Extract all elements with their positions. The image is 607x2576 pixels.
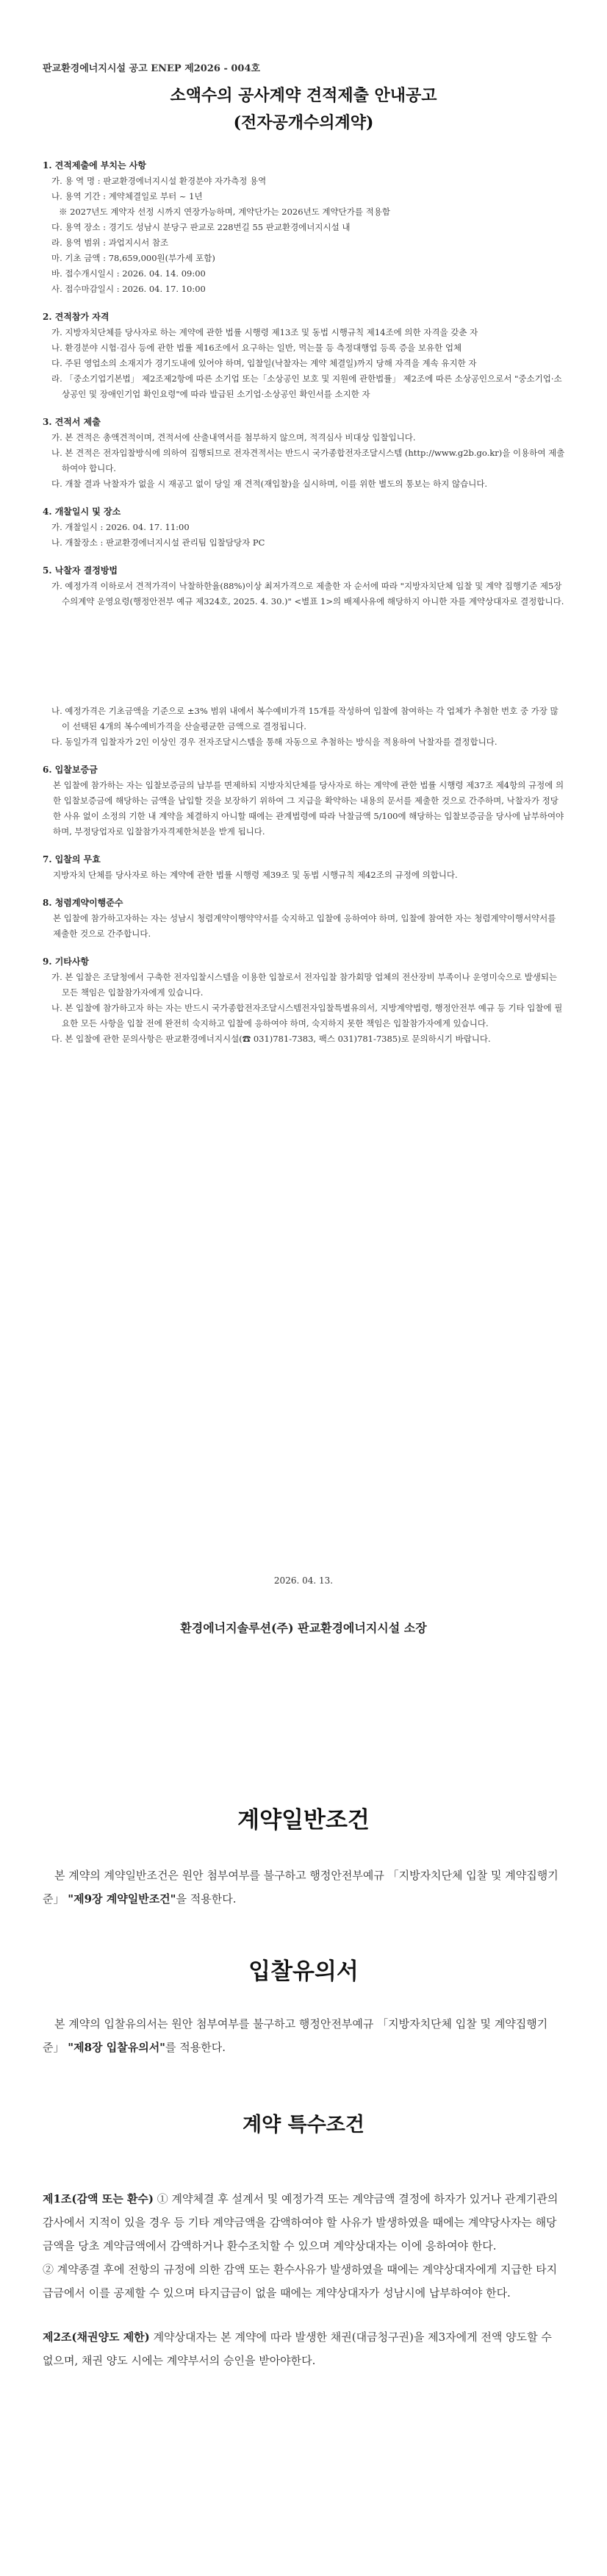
section-misc	[43, 954, 566, 1047]
list-item: 가. 용 역 명 : 판교환경에너지시설 환경분야 자가측정 용역	[51, 176, 267, 186]
paragraph: 본 입찰에 참가하고자하는 자는 성남시 청렴계약이행약약서를 숙지하고 입찰에 응하여야 하며, 입찰에 참여한 자는 청렴계약이행서약서를 제출한 것으로 간주합니다.	[53, 913, 556, 939]
article-text: ① 계약체결 후 설계서 및 예정가격 또는 계약금액 결정에 하자가 있거나 관계기관의 감사에서 지적이 있을 경우 등 기타 계약금액을 감액하여야 할 사유가 발생하였을 때에는 계약당사자는 해당금액을 당초 계약금액에서 감액하거나 환수조치할 수 있으며 계약상대자는 이에 응하여야 한다.	[43, 2192, 558, 2253]
list-item: 가. 본 견적은 총액견적이며, 견적서에 산출내역서를 첨부하지 않으며, 적격심사 비대상 입찰입니다.	[51, 432, 416, 443]
list-item: 나. 본 입찰에 참가하고자 하는 자는 반드시 국가종합전자조달시스템전자입찰특별유의서, 지방계약법령, 행정안전부 예규 등 기타 입찰에 필요한 모든 사항을 입찰 전에 완전히 숙지하고 입찰에 응하여야 하며, 숙지하지 못한 책임은 입찰참가자에게 있습니다.	[51, 1003, 563, 1028]
general-conditions-title: 계약일반조건	[237, 1807, 370, 1833]
list-item: 나. 예정가격은 기초금액을 기준으로 ±3% 범위 내에서 복수예비가격 15개를 작성하여 입찰에 참여하는 각 업체가 추첨한 번호 중 가장 많이 선택된 4개의 복수예비가격을 산술평균한 금액으로 결정됩니다.	[51, 706, 558, 731]
section-heading: 9. 기타사항	[43, 956, 90, 967]
section-bid-bond	[43, 762, 566, 840]
list-item: 가. 본 입찰은 조달청에서 구축한 전자입찰시스템을 이용한 입찰로서 전자입찰 참가회망 업체의 전산장비 부족이나 운영미숙으로 발생되는 모든 책임은 입찰참가자에게 있습니다.	[51, 972, 558, 998]
general-conditions-text	[43, 1864, 566, 1911]
issuer-name: 환경에너지솔루션(주) 판교환경에너지시설 소장	[180, 1621, 427, 1635]
list-item: 다. 주된 영업소의 소재지가 경기도내에 있어야 하며, 입찰일(낙찰자는 계약 체결일)까지 당해 자격을 계속 유지한 자	[51, 358, 477, 368]
document-number: 판교환경에너지시설 공고 ENEP 제2026 - 004호	[43, 63, 261, 74]
list-item: 다. 용역 장소 : 경기도 성남시 분당구 판교로 228번길 55 판교환경에너지시설 내	[51, 222, 351, 232]
list-item: 가. 지방자치단체를 당사자로 하는 계약에 관한 법률 시행령 제13조 및 동법 시행규칙 제14조에 의한 자격을 갖춘 자	[51, 327, 478, 337]
list-item: 사. 접수마감일시 : 2026. 04. 17. 10:00	[51, 284, 206, 294]
section-heading: 4. 개찰일시 및 장소	[43, 507, 121, 517]
list-item: 마. 기초 금액 : 78,659,000원(부가세 포함)	[51, 253, 215, 263]
article-label: 제2조(채권양도 제한)	[43, 2330, 150, 2344]
list-item: 나. 용역 기간 : 계약체결일로 부터 ~ 1년	[51, 191, 203, 201]
section-eligibility	[43, 310, 566, 402]
section-heading: 7. 입찰의 무효	[43, 854, 101, 865]
section-heading: 1. 견적제출에 부치는 사항	[43, 160, 146, 171]
special-conditions-body	[43, 2187, 566, 2372]
special-conditions-title: 계약 특수조건	[243, 2114, 364, 2136]
text-run: 를 적용한다.	[165, 2041, 226, 2054]
list-item: 나. 환경분야 시험·검사 등에 관한 법률 제16조에서 요구하는 일반, 먹는물 등 측정대행업 등록 증을 보유한 업체	[51, 343, 462, 353]
section-heading: 6. 입찰보증금	[43, 765, 98, 775]
list-item: 가. 개찰일시 : 2026. 04. 17. 11:00	[51, 522, 190, 532]
text-run: 을 적용한다.	[176, 1892, 237, 1906]
list-item: 다. 개찰 결과 낙찰자가 없을 시 재공고 없이 당일 재 견적(재입찰)을 실시하며, 이를 위한 별도의 통보는 하지 않습니다.	[51, 479, 488, 489]
bold-ref: "제9장 계약일반조건"	[68, 1892, 176, 1906]
article-text: ② 계약종결 후에 전항의 규정에 의한 감액 또는 환수사유가 발생하였을 때에는 계약상대자에게 지급한 타지급금에서 이를 공제할 수 있으며 타지급금이 없을 때에는 계약상대자가 성남시에 납부하여야 한다.	[43, 2263, 558, 2300]
note-item: ※ 2027년도 계약자 선정 시까지 연장가능하며, 계약단가는 2026년도 계약단가를 적용함	[59, 207, 390, 217]
list-item: 나. 개찰장소 : 판교환경에너지시설 관리팀 입찰담당자 PC	[51, 537, 265, 548]
list-item: 가. 예정가격 이하로서 견적가격이 낙찰하한율(88%)이상 최저가격으로 제출한 자 순서에 따라 "지방자치단체 입찰 및 계약 집행기준 제5장 수의계약 운영요령(행정안전부 예규 제324호, 2025. 4. 30.)" <별표 1>의 배제사유에 해당하지 아니한 자를 계약상대자로 결정합니다.	[51, 581, 564, 607]
list-item: 바. 접수개시일시 : 2026. 04. 14. 09:00	[51, 268, 206, 279]
notice-date: 2026. 04. 13.	[273, 1575, 334, 1586]
notice-body	[43, 158, 566, 1047]
list-item: 나. 본 견적은 전자입찰방식에 의하여 집행되므로 전자견적서는 반드시 국가종합전자조달시스템 (http://www.g2b.go.kr)을 이용하여 제출하여야 합니다.	[51, 448, 565, 473]
section-heading: 2. 견적참가 자격	[43, 312, 109, 322]
paragraph: 본 입찰에 참가하는 자는 입찰보증금의 납부를 면제하되 지방자치단체를 당사자로 하는 계약에 관한 법률 시행령 제37조 제4항의 규정에 의한 입찰보증금에 해당하는 금액을 납입할 것을 보장하기 위하여 그 지급을 확약하는 내용의 문서를 제출한 것으로 간주하며, 낙찰자가 정당한 사유 없이 소정의 기한 내 계약을 체결하지 아니할 때에는 관계법령에 따라 낙찰금액 5/100에 해당하는 입찰보증금을 당사에 납부하여야 하며, 부정당업자로 입찰참가자격제한처분을 받게 됩니다.	[53, 780, 564, 837]
section-integrity	[43, 895, 566, 942]
list-item: 다. 본 입찰에 관한 문의사항은 판교환경에너지시설(☎ 031)781-7383, 팩스 031)781-7385)로 문의하시기 바랍니다.	[51, 1034, 491, 1044]
paragraph: 지방자치 단체를 당사자로 하는 계약에 관한 법률 시행령 제39조 및 동법 시행규칙 제42조의 규정에 의합니다.	[53, 870, 458, 880]
article-text: 계약상대자는 본 계약에 따라 발생한 채권(대금청구권)을 제3자에게 전액 양도할 수 없으며, 채권 양도 시에는 계약부서의 승인을 받아야한다.	[43, 2330, 552, 2367]
notice-subtitle: (전자공개수의계약)	[233, 113, 374, 132]
text-run: 본 계약의 계약일반조건은 원안 첨부여부를 불구하고 행정안전부예규 「지방자치단체 입찰 및 계약집행기준」	[43, 1869, 558, 1906]
bid-instructions-title: 입찰유의서	[248, 1958, 359, 1985]
section-heading: 8. 청렴계약이행준수	[43, 898, 123, 908]
section-award-method	[43, 563, 566, 750]
list-item: 라. 용역 범위 : 과업지시서 참조	[51, 237, 169, 248]
bold-ref: "제8장 입찰유의서"	[68, 2041, 166, 2054]
section-opening	[43, 504, 566, 551]
text-run: 본 계약의 입찰유의서는 원안 첨부여부를 불구하고 행정안전부예규 「지방자치단체 입찰 및 계약집행기준」	[43, 2017, 548, 2054]
bid-instructions-text	[43, 2012, 566, 2059]
section-heading: 3. 견적서 제출	[43, 417, 101, 427]
list-item: 다. 동일가격 입찰자가 2인 이상인 경우 전자조달시스템을 통해 자동으로 추첨하는 방식을 적용하여 낙찰자를 결정합니다.	[51, 737, 498, 747]
section-subject	[43, 158, 566, 297]
notice-title: 소액수의 공사계약 견적제출 안내공고	[170, 86, 437, 105]
list-item: 라. 「중소기업기본법」 제2조제2항에 따른 소기업 또는「소상공인 보호 및 지원에 관한법률」 제2조에 따른 소상공인으로서 "중소기업·소상공인 및 장애인기업 확인요령"에 따라 발급된 소기업·소상공인 확인서를 소지한 자	[51, 373, 562, 399]
article-label: 제1조(감액 또는 환수)	[43, 2192, 154, 2205]
section-submission	[43, 415, 566, 492]
section-heading: 5. 낙찰자 결정방법	[43, 565, 118, 576]
section-invalid-bid	[43, 852, 566, 883]
